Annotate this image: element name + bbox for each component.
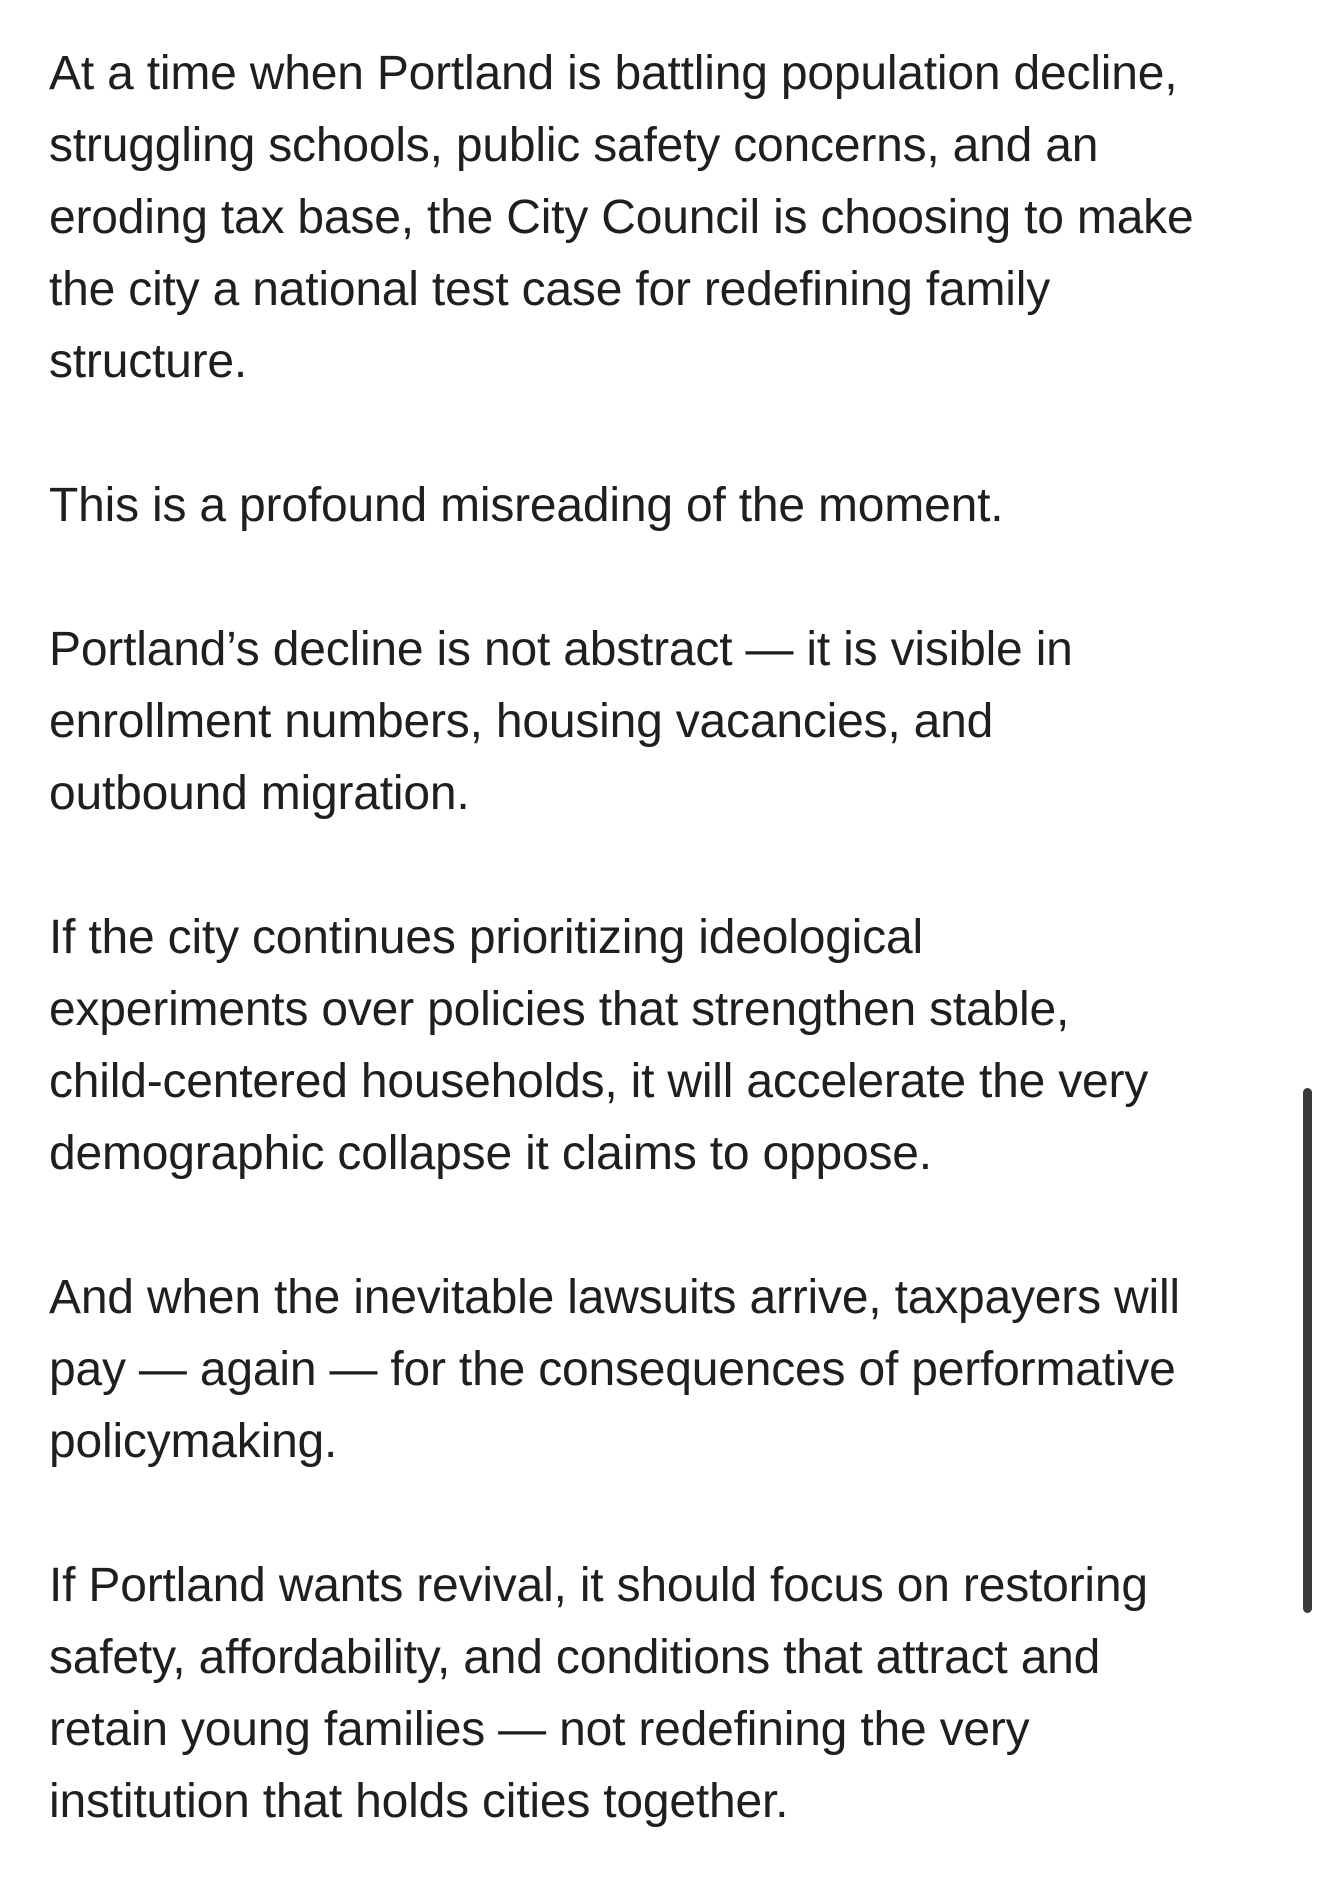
text-line: struggling schools, public safety concerns, and an: [49, 119, 1099, 172]
paragraph-3: [49, 614, 1289, 830]
text-line: Portland’s decline is not abstract — it is visible in: [49, 623, 1073, 676]
paragraph-1: [49, 38, 1289, 398]
paragraph-5: [49, 1262, 1289, 1478]
text-line: child-centered households, it will accelerate the very: [49, 1055, 1149, 1108]
text-line: the city a national test case for redefining family: [49, 263, 1050, 316]
text-line: eroding tax base, the City Council is choosing to make: [49, 191, 1194, 244]
scrollbar-thumb[interactable]: [1303, 1088, 1312, 1613]
text-line: institution that holds cities together.: [49, 1775, 789, 1828]
paragraph-6: [49, 1550, 1289, 1838]
text-line: retain young families — not redefining the very: [49, 1703, 1030, 1756]
paragraph-2: [49, 470, 1289, 542]
vertical-scrollbar[interactable]: [1300, 0, 1320, 1897]
text-line: This is a profound misreading of the moment.: [49, 479, 1004, 532]
text-line: And when the inevitable lawsuits arrive, taxpayers will: [49, 1271, 1180, 1324]
text-line: At a time when Portland is battling population decline,: [49, 47, 1178, 100]
text-line: safety, affordability, and conditions that attract and: [49, 1631, 1101, 1684]
text-line: If Portland wants revival, it should focus on restoring: [49, 1559, 1148, 1612]
text-line: outbound migration.: [49, 767, 470, 820]
text-line: pay — again — for the consequences of performative: [49, 1343, 1176, 1396]
text-line: policymaking.: [49, 1415, 338, 1468]
article-body: [49, 38, 1289, 1838]
text-line: demographic collapse it claims to oppose.: [49, 1127, 932, 1180]
text-line: enrollment numbers, housing vacancies, and: [49, 695, 994, 748]
text-line: experiments over policies that strengthen stable,: [49, 983, 1070, 1036]
text-line: If the city continues prioritizing ideological: [49, 911, 923, 964]
paragraph-4: [49, 902, 1289, 1190]
text-line: structure.: [49, 335, 248, 388]
